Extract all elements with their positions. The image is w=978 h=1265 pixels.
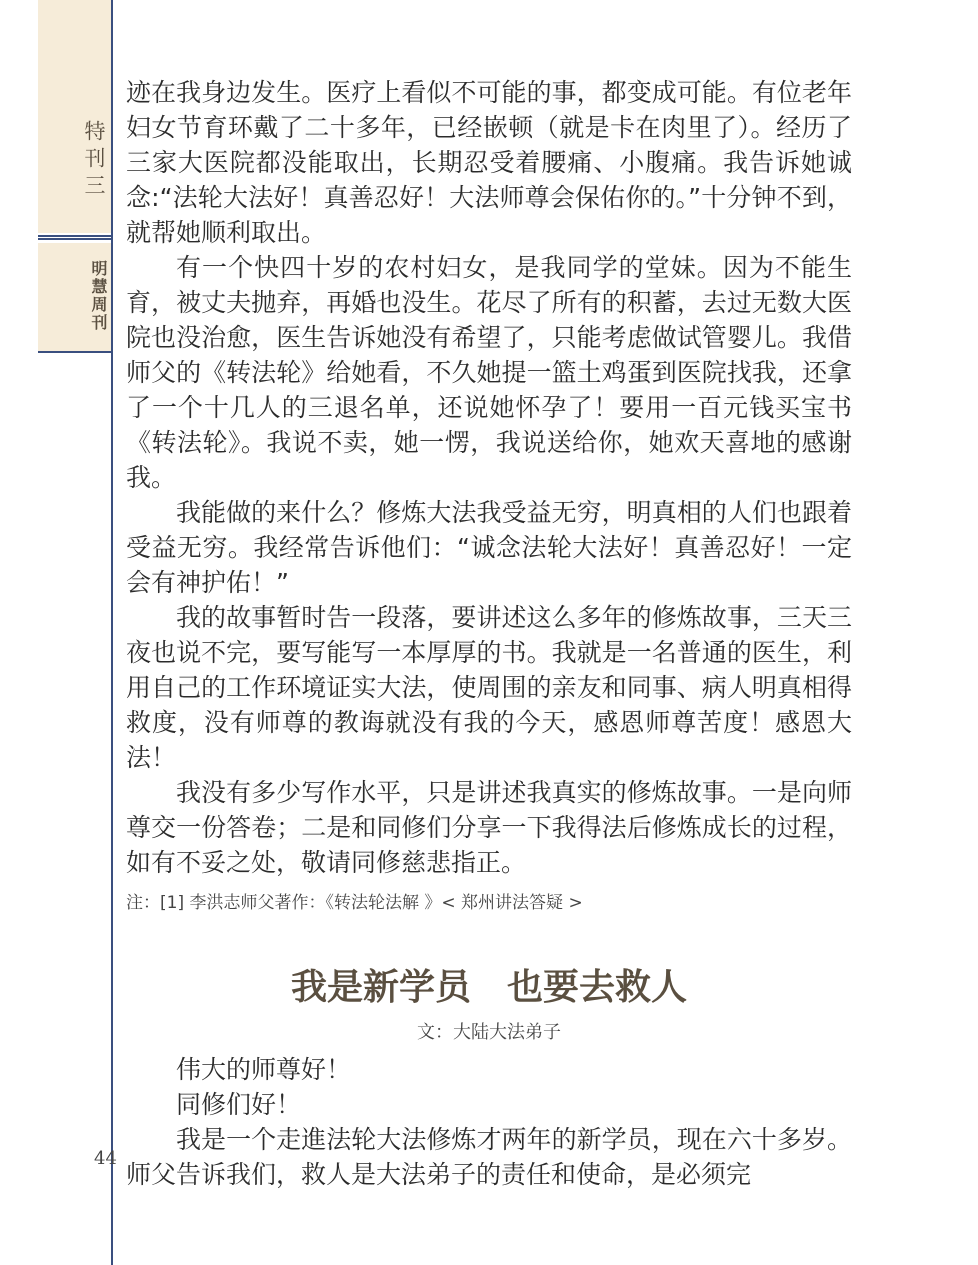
article-title: 我是新学员 也要去救人 <box>290 967 687 1008</box>
paragraph: 迹在我身边发生。医疗上看似不可能的事，都变成可能。有位老年妇女节育环戴了二十多年，已经嵌顿（就是卡在肉里了）。经历了三家大医院都没能取出，长期忍受着腰痛、小腹痛。我告诉她诚念:“法轮大法好！真善忍好！大法师尊会保佑你的。”十分钟不到，就帮她顺利取出。 <box>126 78 852 247</box>
paragraph: 有一个快四十岁的农村妇女，是我同学的堂妹。因为不能生育，被丈夫抛弃，再婚也没生。花尽了所有的积蓄，去过无数大医院也没治愈，医生告诉她没有希望了，只能考虑做试管婴儿。我借师父的《转法轮》给她看，不久她提一篮土鸡蛋到医院找我，还拿了一个十几人的三退名单，还说她怀孕了！要用一百元钱买宝书《转法轮》。我说不卖，她一愣，我说送给你，她欢天喜地的感谢我。 <box>126 253 852 492</box>
sidebar-divider <box>38 235 111 240</box>
paragraph: 同修们好！ <box>176 1090 302 1119</box>
paragraph: 我的故事暂时告一段落，要讲述这么多年的修炼故事，三天三夜也说不完，要写能写一本厚厚的书。我就是一名普通的医生，利用自己的工作环境证实大法，使周围的亲友和同事、病人明真相得救度，没有师尊的教诲就没有我的今天，感恩师尊苦度！感恩大法！ <box>126 603 852 772</box>
page-body <box>126 75 852 1192</box>
section-label: 特刊三 <box>82 120 106 201</box>
article-byline: 文：大陆大法弟子 <box>417 1022 561 1043</box>
paragraph: 伟大的师尊好！ <box>176 1055 352 1084</box>
page-number: 44 <box>94 1148 117 1169</box>
paragraph: 我能做的来什么？修炼大法我受益无穷，明真相的人们也跟着受益无穷。我经常告诉他们：“诚念法轮大法好！真善忍好！一定会有神护佑！” <box>126 498 852 597</box>
paragraph: 我没有多少写作水平，只是讲述我真实的修炼故事。一是向师尊交一份答卷；二是和同修们分享一下我得法后修炼成长的过程，如有不妥之处，敬请同修慈悲指正。 <box>126 778 852 877</box>
magazine-label: 明慧周刊 <box>89 260 108 332</box>
paragraph: 我是一个走進法轮大法修炼才两年的新学员，现在六十多岁。师父告诉我们，救人是大法弟子的责任和使命，是必须完 <box>126 1125 852 1189</box>
sidebar-bottom-rule <box>38 351 111 353</box>
footnote: 注：[1] 李洪志师父著作：《转法轮法解 》< 郑州讲法答疑 > <box>126 893 583 913</box>
